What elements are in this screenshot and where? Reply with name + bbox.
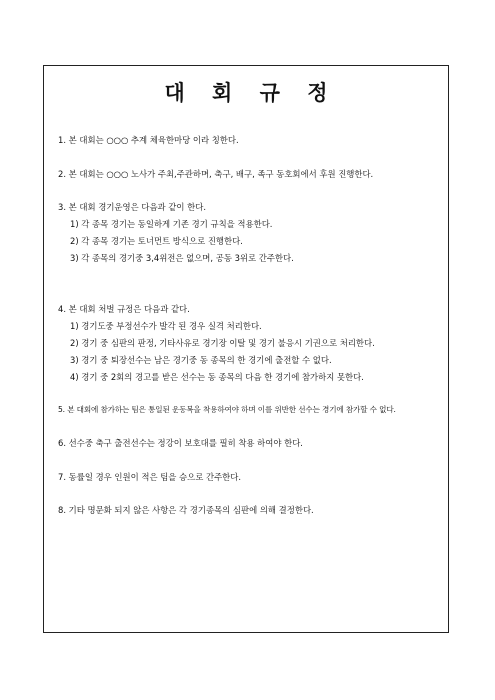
rule-3: 3. 본 대회 경기운영은 다음과 같이 한다. xyxy=(58,202,206,212)
rule-8: 8. 기타 명문화 되지 않은 사항은 각 경기종목의 심판에 의해 결정한다. xyxy=(58,505,314,515)
rule-7: 7. 동률일 경우 인원이 적은 팀을 승으로 간주한다. xyxy=(58,472,242,482)
rule-5: 5. 본 대회에 참가하는 팀은 통일된 운동복을 착용하여야 하며 이를 위반한 선수는 경기에 참가할 수 없다. xyxy=(58,405,396,414)
document-title: 대 회 규 정 xyxy=(164,81,338,105)
rule-3-item-2: 2) 각 종목 경기는 토너먼트 방식으로 진행한다. xyxy=(70,236,243,246)
document-frame xyxy=(43,65,449,633)
rule-4-item-4: 4) 경기 중 2회의 경고를 받은 선수는 동 종목의 다음 한 경기에 참가하지 못한다. xyxy=(70,372,364,382)
rule-3-item-1: 1) 각 종목 경기는 동일하게 기존 경기 규칙을 적용한다. xyxy=(70,219,273,229)
rule-4-item-2: 2) 경기 중 심판의 판정, 기타사유로 경기장 이탈 및 경기 불응시 기권으로 처리한다. xyxy=(70,338,375,348)
rule-1: 1. 본 대회는 ○○○ 추계 체육한마당 이라 칭한다. xyxy=(58,135,239,145)
rule-4-item-3: 3) 경기 중 퇴장선수는 남은 경기중 동 종목의 한 경기에 출전할 수 없다. xyxy=(70,355,332,365)
rule-3-item-3: 3) 각 종목의 경기중 3,4위전은 없으며, 공동 3위로 간주한다. xyxy=(70,253,294,263)
rule-4-item-1: 1) 경기도중 부정선수가 발각 된 경우 실격 처리한다. xyxy=(70,321,262,331)
rule-2: 2. 본 대회는 ○○○ 노사가 주최,주관하며, 축구, 배구, 족구 동호회에서 후원 진행한다. xyxy=(58,169,374,179)
rule-6: 6. 선수중 축구 출전선수는 정강이 보호대를 필히 착용 하여야 한다. xyxy=(58,438,303,448)
rule-4: 4. 본 대회 처벌 규정은 다음과 같다. xyxy=(58,304,190,314)
